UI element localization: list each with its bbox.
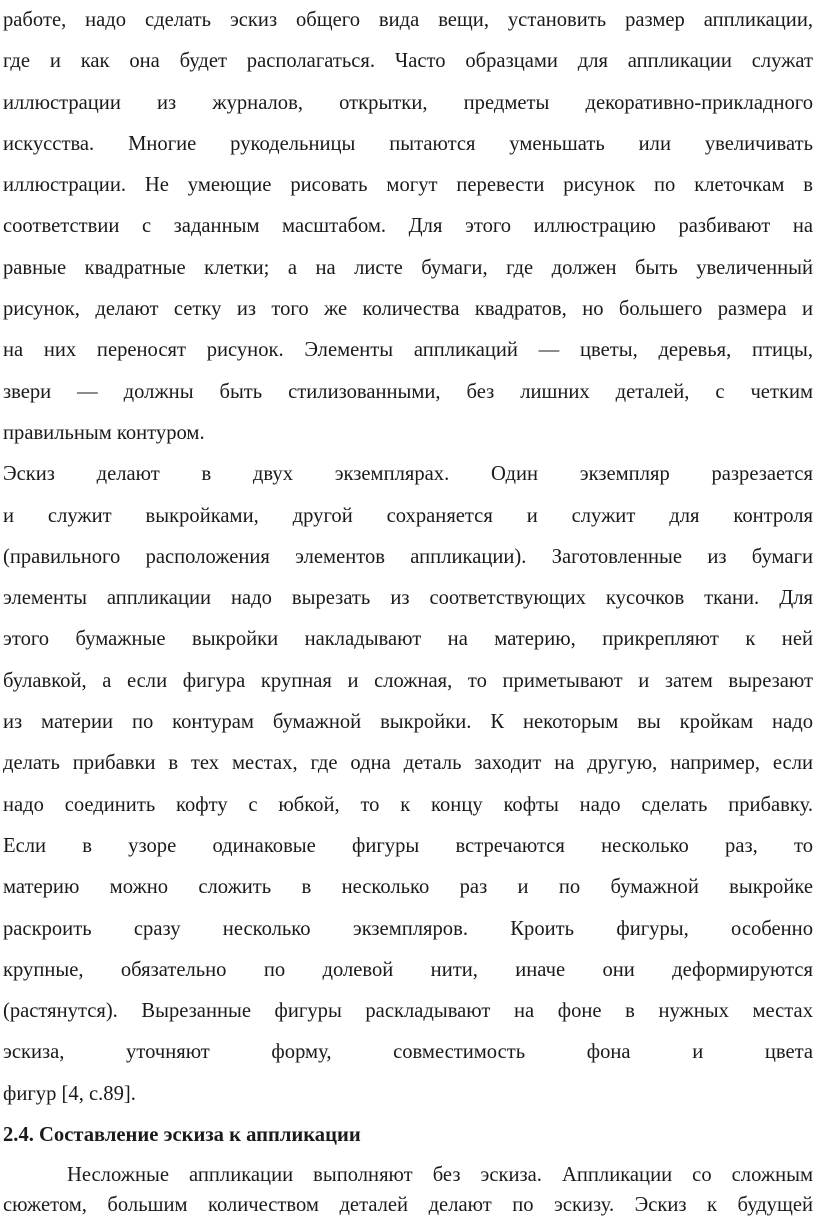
text-line: звери — должны быть стилизованными, без лишних деталей, с четким [3,380,813,403]
text-line: и служит выкройками, другой сохраняется и служит для контроля [3,504,813,527]
text-line: рисунок, делают сетку из того же количества квадратов, но большего размера и [3,298,813,321]
text-line: (правильного расположения элементов аппликации). Заготовленные из бумаги [3,545,813,568]
text-line: на них переносят рисунок. Элементы аппликаций — цветы, деревья, птицы, [3,339,813,362]
text-line: где и как она будет располагаться. Часто образцами для аппликации служат [3,50,813,73]
text-line: иллюстрации. Не умеющие рисовать могут перевести рисунок по клеточкам в [3,174,813,197]
text-line: крупные, обязательно по долевой нити, иначе они деформируются [3,958,813,981]
text-line: Эскиз делают в двух экземплярах. Один экземпляр разрезается [3,463,813,486]
text-line: (растянутся). Вырезанные фигуры раскладывают на фоне в нужных местах [3,1000,813,1023]
text-line: элементы аппликации надо вырезать из соответствующих кусочков ткани. Для [3,587,813,610]
paragraph-3 [3,1160,813,1220]
text-line: Если в узоре одинаковые фигуры встречаются несколько раз, то [3,834,813,857]
text-line: материю можно сложить в несколько раз и по бумажной выкройке [3,876,813,899]
text-line: искусства. Многие рукодельницы пытаются уменьшать или увеличивать [3,132,813,155]
text-line: этого бумажные выкройки накладывают на материю, прикрепляют к ней [3,628,813,651]
text-line: сюжетом, большим количеством деталей делают по эскизу. Эскиз к будущей [3,1194,813,1217]
text-line: булавкой, а если фигура крупная и сложная, то приметывают и затем вырезают [3,669,813,692]
text-line: равные квадратные клетки; а на листе бумаги, где должен быть увеличенный [3,256,813,279]
section-heading: 2.4. Составление эскиза к аппликации [3,1124,361,1147]
text-line: работе, надо сделать эскиз общего вида вещи, установить размер аппликации, [3,9,813,31]
text-line: Несложные аппликации выполняют без эскиза. Аппликации со сложным [67,1164,813,1187]
text-line: соответствии с заданным масштабом. Для этого иллюстрацию разбивают на [3,215,813,238]
paragraph-1 [3,0,813,454]
text-line: надо соединить кофту с юбкой, то к концу кофты надо сделать прибавку. [3,793,813,816]
text-line: раскроить сразу несколько экземпляров. Кроить фигуры, особенно [3,917,813,940]
text-line: иллюстрации из журналов, открытки, предметы декоративно-прикладного [3,91,813,114]
text-line: правильным контуром. [3,421,205,444]
paragraph-2 [3,454,813,1115]
text-line: эскиза, уточняют форму, совместимость фона и цвета [3,1041,813,1064]
text-line: делать прибавки в тех местах, где одна деталь заходит на другую, например, если [3,752,813,775]
text-line: из материи по контурам бумажной выкройки. К некоторым вы кройкам надо [3,711,813,734]
text-line: фигур [4, с.89]. [3,1082,136,1105]
